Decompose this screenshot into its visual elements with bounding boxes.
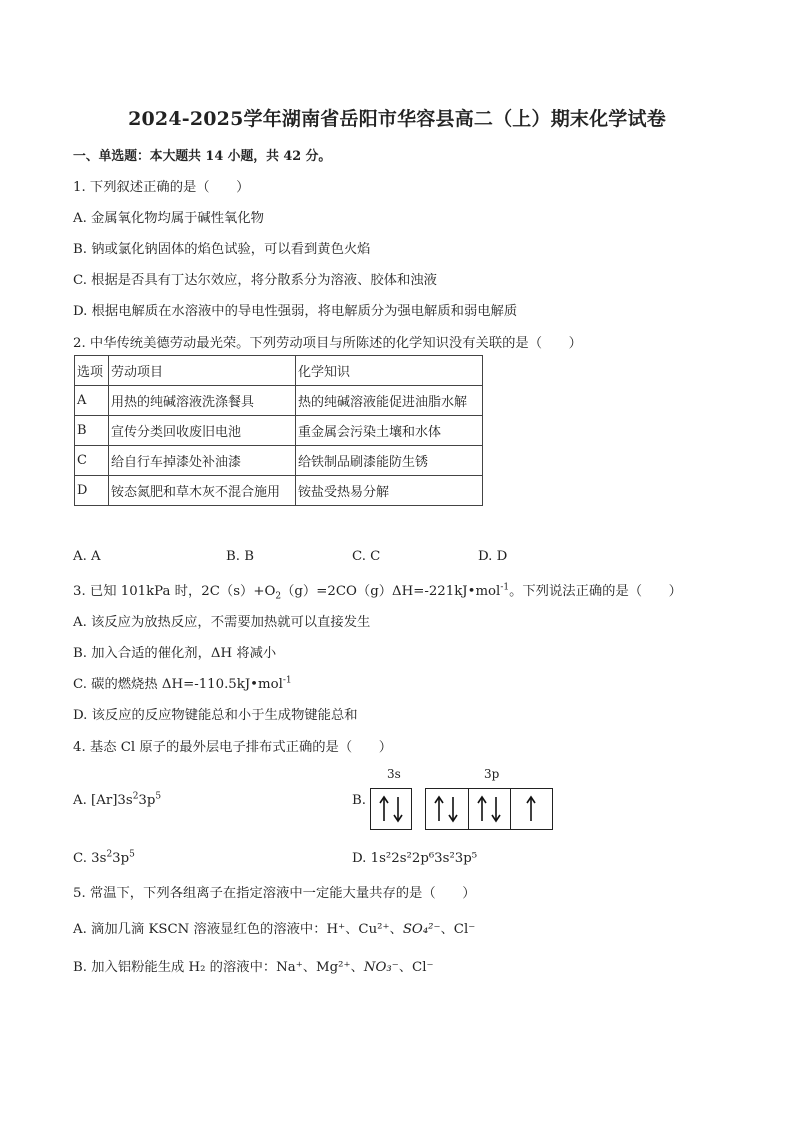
q4-option-a [73,793,161,808]
q1-option-c: C. 根据是否具有丁达尔效应，将分散系分为溶液、胶体和浊液 [73,273,437,288]
table-cell: 用热的纯碱溶液洗涤餐具 [109,386,296,416]
table-row [75,386,483,416]
q2-option-c: C. C [352,549,381,564]
q3-option-c-text: C. 碳的燃烧热 ΔH=-110.5kJ•mol [73,677,283,692]
orbital-3s-cell [371,789,411,829]
table-row [75,416,483,446]
q4-option-a-superscript: 5 [155,791,162,802]
orbital-arrow-up-icon [511,794,551,824]
q3-option-a: A. 该反应为放热反应，不需要加热就可以直接发生 [73,615,371,630]
orbital-3p-label: 3p [484,767,500,781]
table-cell: 重金属会污染土壤和水体 [296,416,483,446]
q5-option-b-text: B. 加入铝粉能生成 H₂ 的溶液中：Na⁺、Mg²⁺、 [73,960,364,975]
q5-stem: 5. 常温下，下列各组离子在指定溶液中一定能大量共存的是（ ） [73,886,476,901]
orbital-arrows-icon [371,794,411,824]
q5-option-a-text: 、Cl⁻ [440,922,476,937]
table-cell: 热的纯碱溶液能促进油脂水解 [296,386,483,416]
q3-option-d: D. 该反应的反应物键能总和小于生成物键能总和 [73,708,358,723]
table-cell: 给铁制品刷漆能防生锈 [296,446,483,476]
q1-option-a: A. 金属氧化物均属于碱性氧化物 [73,211,264,226]
q5-option-a [73,918,475,937]
orbital-3s-label: 3s [387,767,401,781]
table-cell: C [75,446,109,476]
q4-option-c-text: 3p [112,851,130,866]
q5-option-a-ion: SO₄²⁻ [402,922,441,937]
q4-option-a-text: 3p [138,793,156,808]
orbital-3s-box [370,788,412,830]
q3-stem-part: （g）=2CO（g）ΔH=-221kJ•mol [281,584,501,599]
q3-stem-part: 3. 已知 101kPa 时，2C（s）+O [73,584,276,599]
section-heading: 一、单选题：本大题共 14 小题，共 42 分。 [73,149,332,164]
q5-option-a-text: A. 滴加几滴 KSCN 溶液显红色的溶液中：H⁺、Cu²⁺、 [73,922,403,937]
q3-stem [73,580,682,602]
orbital-3p-box [425,788,553,830]
q2-stem: 2. 中华传统美德劳动最光荣。下列劳动项目与所陈述的化学知识没有关联的是（ ） [73,336,582,351]
q2-table [74,355,483,506]
orbital-arrows-icon [426,794,466,824]
q3-option-c [73,673,292,692]
q2-option-b: B. B [226,549,254,564]
q2-option-a: A. A [73,549,101,564]
table-cell: 铵态氮肥和草木灰不混合施用 [109,476,296,506]
q2-option-d: D. D [478,549,508,564]
q5-option-b [73,956,433,975]
q5-option-b-ion: NO₃⁻ [363,960,399,975]
table-cell: D [75,476,109,506]
q4-stem: 4. 基态 Cl 原子的最外层电子排布式正确的是（ ） [73,740,393,755]
table-cell: B [75,416,109,446]
q4-option-a-text: A. [Ar]3s [73,793,133,808]
table-cell: 铵盐受热易分解 [296,476,483,506]
q4-option-d: D. 1s²2s²2p⁶3s²3p⁵ [352,851,478,866]
table-row [75,356,483,386]
orbital-3p-cell [510,789,551,829]
q3-stem-subscript: 2 [275,591,282,602]
q5-option-b-text: 、Cl⁻ [398,960,434,975]
q4-option-b-label: B. [352,793,366,808]
table-cell: 宣传分类回收废旧电池 [109,416,296,446]
q4-option-a-superscript: 2 [132,791,139,802]
orbital-3p-cell [426,789,466,829]
orbital-3p-cell [468,789,509,829]
q3-option-c-superscript: -1 [282,675,292,686]
q3-stem-part: 。下列说法正确的是（ ） [509,584,682,599]
q3-stem-superscript: -1 [500,582,510,593]
page-title: 2024-2025学年湖南省岳阳市华容县高二（上）期末化学试卷 [128,108,666,130]
q4-option-c-superscript: 5 [129,849,135,860]
q4-option-c-text: C. 3s [73,851,107,866]
table-cell: 给自行车掉漆处补油漆 [109,446,296,476]
q1-stem: 1. 下列叙述正确的是（ ） [73,180,250,195]
table-cell: 化学知识 [296,356,483,386]
q4-option-c [73,851,135,866]
table-cell: 选项 [75,356,109,386]
table-cell: 劳动项目 [109,356,296,386]
table-cell: A [75,386,109,416]
table-row [75,476,483,506]
q3-option-b: B. 加入合适的催化剂，ΔH 将减小 [73,646,277,661]
orbital-arrows-icon [469,794,509,824]
q1-option-b: B. 钠或氯化钠固体的焰色试验，可以看到黄色火焰 [73,242,371,257]
table-row [75,446,483,476]
q4-option-c-superscript: 2 [106,849,113,860]
q1-option-d: D. 根据电解质在水溶液中的导电性强弱，将电解质分为强电解质和弱电解质 [73,304,518,319]
